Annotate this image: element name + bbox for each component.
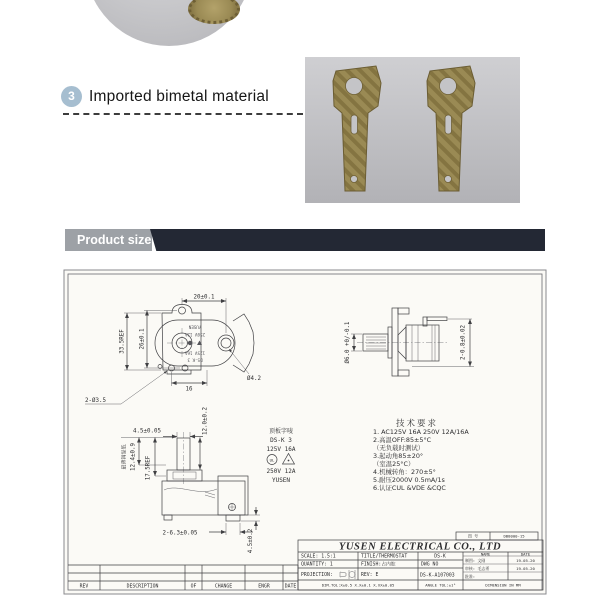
dashed-divider [63, 113, 303, 115]
dim-depth: 12.4±0.9 [130, 443, 137, 471]
marking-model: DS-K 3 [270, 437, 292, 444]
name-column-header: NAME [480, 551, 491, 557]
gear-part-photo [188, 0, 240, 24]
feature-label: Imported bimetal material [89, 88, 269, 105]
tech-item-2: 2.高温OFF:85±5°C [373, 436, 432, 444]
technical-drawing [63, 269, 547, 595]
angle-tolerance-note: ANGLE TOL:±1° [425, 582, 456, 588]
dimension-unit-note: DIMENSION IN MM [485, 582, 521, 588]
tech-item-2-note: （无负载时测试） [373, 444, 425, 452]
quantity-field: QUANTITY: 1 [301, 562, 333, 568]
doc-number-value: DB8000-15 [503, 533, 525, 539]
feature-number-badge [61, 86, 82, 107]
tech-item-6: 6.认证CUL &VDE &CQC [373, 484, 446, 492]
sign-approved-by: 批准: [465, 574, 476, 579]
cert-dot-mark [188, 341, 192, 345]
tech-item-4: 4.机械转角：270±5° [373, 468, 436, 476]
title-field: TITLE/THERMOSTAT [361, 554, 408, 560]
of-col-header: OF [190, 584, 197, 590]
dim-note-vertical: 最薄调温低 [121, 444, 128, 470]
bimetal-strips-photo [305, 57, 520, 203]
dim-shaft-flat: 4.5±0.05 [133, 428, 161, 435]
body-marking-125v: 125V 16A [184, 350, 206, 356]
dim-tolerance-note: DIM.TOL:X±0.5 X.X±0.1 X.XX±0.05 [321, 582, 395, 588]
dim-width-bottom: 16 [185, 386, 193, 393]
dwg-no-value: DS-K-A107003 [420, 573, 455, 579]
rev-field: REV: E [361, 573, 379, 578]
dim-height-ref: 33.5REF [119, 329, 126, 354]
tech-requirements-title: 技术要求 [395, 419, 439, 429]
sign-drawn-by: 制图: 文刚 [465, 558, 486, 563]
sign-drawn-date: 19-05-20 [516, 558, 535, 563]
projection-label: PROJECTION: [301, 573, 333, 578]
engr-col-header: ENGR [258, 584, 270, 590]
finish-field: FINISH:占内腔 [361, 562, 396, 568]
feature-number: 3 [68, 89, 75, 103]
date-column-header: DATE [520, 551, 531, 557]
product-photo-partial [85, 0, 253, 46]
doc-number-label: 图 号 [467, 533, 479, 539]
section-banner-bar [150, 229, 545, 251]
rev-col-header: REV [79, 584, 89, 590]
change-col-header: CHANGE [214, 584, 233, 590]
tech-item-1: 1. AC125V 16A 250V 12A/16A [373, 428, 469, 436]
marking-rating-125: 125V 16A [266, 446, 296, 453]
body-marking-model: DS-K 3 [187, 357, 203, 363]
dim-shaft-diameter: Ø6.0 +0/-0.1 [345, 321, 351, 364]
scale-field: SCALE: 1.5:1 [301, 554, 336, 560]
dim-mount-holes: 2-Ø3.5 [85, 398, 106, 404]
marking-rating-250: 250V 12A [266, 468, 296, 475]
section-banner [65, 229, 152, 251]
model-field: DS-K [434, 554, 446, 560]
marking-title: 顶板字唛 [268, 428, 294, 435]
sign-checked-date: 19-05-20 [516, 566, 535, 571]
tech-item-5: 5.耐压2000V 0.5mA/1s [373, 476, 445, 484]
dim-depth-ref: 17.5REF [145, 455, 152, 481]
dim-hole-dia: Ø4.2 [247, 376, 261, 382]
dim-terminal-height: 4.5±0.2 [248, 528, 254, 554]
sign-checked-by: 审核: 毛志勇 [465, 566, 490, 571]
dwg-no-label: DWG NO [421, 562, 439, 568]
tech-item-3-note: （室温25°C） [373, 460, 415, 468]
date-col-header: DATE [284, 584, 297, 590]
description-col-header: DESCRIPTION [126, 584, 159, 590]
dim-width-top: 20±0.1 [193, 294, 215, 301]
dim-terminal-width: 2-6.3±0.05 [162, 530, 198, 537]
dim-shaft-height: 12.0±0.2 [202, 407, 209, 435]
body-marking-yusen: YUSEN [188, 324, 202, 330]
body-marking-250v: 250V 12A [184, 332, 206, 337]
cul-us-mark-text: UL [269, 457, 275, 463]
section-banner-label: Product size [77, 233, 152, 247]
dim-height-inner: 26±0.1 [139, 328, 146, 350]
company-name: YUSEN ELECTRICAL CO., LTD [338, 541, 502, 553]
dim-pin-thickness: 2-0.8±0.02 [460, 325, 467, 360]
marking-brand: YUSEN [271, 477, 291, 484]
tech-item-3: 3.起动角85±20° [373, 452, 424, 460]
